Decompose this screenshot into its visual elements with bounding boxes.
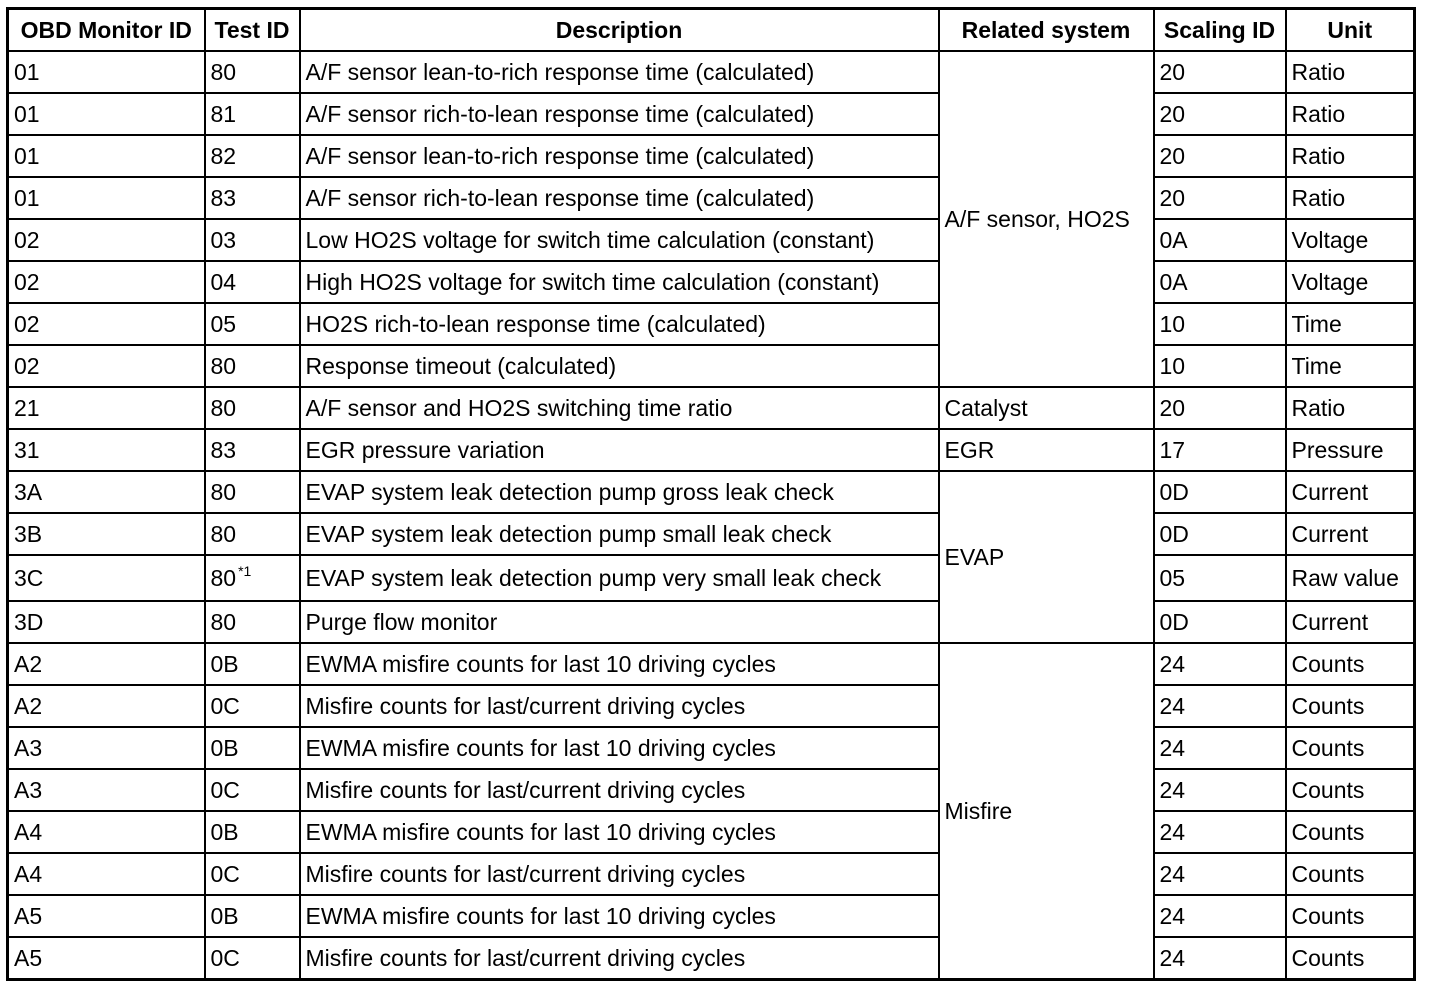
table-row	[8, 51, 1415, 93]
monitor-id-cell: A5	[8, 895, 205, 937]
test-id-cell: 80	[205, 51, 300, 93]
scaling-id-cell: 20	[1154, 51, 1286, 93]
scaling-id-cell: 0A	[1154, 261, 1286, 303]
monitor-id-cell: 02	[8, 219, 205, 261]
scaling-id-cell: 24	[1154, 643, 1286, 685]
description-cell: Misfire counts for last/current driving cycles	[300, 853, 939, 895]
description-cell: EWMA misfire counts for last 10 driving cycles	[300, 811, 939, 853]
header-unit: Unit	[1286, 9, 1415, 52]
scaling-id-cell: 0D	[1154, 471, 1286, 513]
table-row	[8, 513, 1415, 555]
monitor-id-cell: 01	[8, 177, 205, 219]
table-row	[8, 601, 1415, 643]
table-row	[8, 643, 1415, 685]
test-id-cell	[205, 555, 300, 601]
test-id-cell: 80	[205, 345, 300, 387]
monitor-id-cell: 02	[8, 303, 205, 345]
monitor-id-cell: 01	[8, 135, 205, 177]
table-row	[8, 895, 1415, 937]
table-row	[8, 387, 1415, 429]
table-row	[8, 261, 1415, 303]
monitor-id-cell: A3	[8, 727, 205, 769]
monitor-id-cell: A4	[8, 811, 205, 853]
unit-cell: Counts	[1286, 727, 1415, 769]
test-id-cell: 82	[205, 135, 300, 177]
test-id-cell: 0C	[205, 769, 300, 811]
scaling-id-cell: 24	[1154, 853, 1286, 895]
test-id-cell: 80	[205, 471, 300, 513]
description-cell: High HO2S voltage for switch time calculation (constant)	[300, 261, 939, 303]
monitor-id-cell: 01	[8, 51, 205, 93]
related-system-cell: EGR	[939, 429, 1154, 471]
description-cell: Response timeout (calculated)	[300, 345, 939, 387]
test-id-cell: 81	[205, 93, 300, 135]
monitor-id-cell: 3B	[8, 513, 205, 555]
description-cell: EGR pressure variation	[300, 429, 939, 471]
description-cell: EWMA misfire counts for last 10 driving cycles	[300, 643, 939, 685]
scaling-id-cell: 24	[1154, 895, 1286, 937]
unit-cell: Ratio	[1286, 51, 1415, 93]
unit-cell: Time	[1286, 303, 1415, 345]
table-row	[8, 429, 1415, 471]
table-row	[8, 93, 1415, 135]
header-description: Description	[300, 9, 939, 52]
test-id-cell: 80	[205, 601, 300, 643]
test-id-cell: 83	[205, 429, 300, 471]
unit-cell: Voltage	[1286, 261, 1415, 303]
test-id-cell: 05	[205, 303, 300, 345]
monitor-id-cell: 02	[8, 345, 205, 387]
scaling-id-cell: 10	[1154, 345, 1286, 387]
scaling-id-cell: 24	[1154, 811, 1286, 853]
scaling-id-cell: 20	[1154, 177, 1286, 219]
scaling-id-cell: 20	[1154, 387, 1286, 429]
monitor-id-cell: 01	[8, 93, 205, 135]
table-row	[8, 937, 1415, 980]
monitor-id-cell: 31	[8, 429, 205, 471]
unit-cell: Counts	[1286, 853, 1415, 895]
table-row	[8, 345, 1415, 387]
description-cell: EWMA misfire counts for last 10 driving cycles	[300, 895, 939, 937]
table-row	[8, 135, 1415, 177]
test-id-cell: 80	[205, 387, 300, 429]
test-id-cell: 0B	[205, 727, 300, 769]
test-id-cell: 03	[205, 219, 300, 261]
table-row	[8, 555, 1415, 601]
header-scaling-id: Scaling ID	[1154, 9, 1286, 52]
unit-cell: Ratio	[1286, 177, 1415, 219]
monitor-id-cell: 3C	[8, 555, 205, 601]
unit-cell: Counts	[1286, 643, 1415, 685]
table-row	[8, 471, 1415, 513]
unit-cell: Counts	[1286, 685, 1415, 727]
description-cell: A/F sensor and HO2S switching time ratio	[300, 387, 939, 429]
monitor-id-cell: 02	[8, 261, 205, 303]
description-cell: A/F sensor rich-to-lean response time (calculated)	[300, 177, 939, 219]
monitor-id-cell: A2	[8, 643, 205, 685]
unit-cell: Current	[1286, 513, 1415, 555]
header-test-id: Test ID	[205, 9, 300, 52]
scaling-id-cell: 0A	[1154, 219, 1286, 261]
table-row	[8, 303, 1415, 345]
monitor-id-cell: 3A	[8, 471, 205, 513]
unit-cell: Ratio	[1286, 93, 1415, 135]
scaling-id-cell: 0D	[1154, 601, 1286, 643]
test-id-cell: 0B	[205, 643, 300, 685]
monitor-id-cell: A4	[8, 853, 205, 895]
description-cell: Misfire counts for last/current driving cycles	[300, 685, 939, 727]
footnote-marker: *1	[238, 562, 252, 579]
test-id-cell: 0B	[205, 811, 300, 853]
table-row	[8, 853, 1415, 895]
description-cell: Low HO2S voltage for switch time calculation (constant)	[300, 219, 939, 261]
related-system-cell: Misfire	[939, 643, 1154, 980]
test-id-cell: 0C	[205, 853, 300, 895]
unit-cell: Counts	[1286, 769, 1415, 811]
unit-cell: Ratio	[1286, 135, 1415, 177]
description-cell: A/F sensor lean-to-rich response time (calculated)	[300, 135, 939, 177]
unit-cell: Counts	[1286, 811, 1415, 853]
test-id-cell: 0C	[205, 937, 300, 980]
unit-cell: Raw value	[1286, 555, 1415, 601]
description-cell: EVAP system leak detection pump small leak check	[300, 513, 939, 555]
scaling-id-cell: 20	[1154, 93, 1286, 135]
table-row	[8, 769, 1415, 811]
table-row	[8, 219, 1415, 261]
table-row	[8, 811, 1415, 853]
description-cell: Misfire counts for last/current driving cycles	[300, 769, 939, 811]
description-cell: HO2S rich-to-lean response time (calculated)	[300, 303, 939, 345]
monitor-id-cell: A5	[8, 937, 205, 980]
description-cell: EVAP system leak detection pump very small leak check	[300, 555, 939, 601]
description-cell: EWMA misfire counts for last 10 driving cycles	[300, 727, 939, 769]
scaling-id-cell: 20	[1154, 135, 1286, 177]
scaling-id-cell: 24	[1154, 937, 1286, 980]
description-cell: EVAP system leak detection pump gross leak check	[300, 471, 939, 513]
scaling-id-cell: 05	[1154, 555, 1286, 601]
test-id-cell: 04	[205, 261, 300, 303]
related-system-cell: EVAP	[939, 471, 1154, 643]
monitor-id-cell: 3D	[8, 601, 205, 643]
obd-monitor-table	[6, 7, 1416, 981]
scaling-id-cell: 0D	[1154, 513, 1286, 555]
related-system-cell: A/F sensor, HO2S	[939, 51, 1154, 387]
unit-cell: Pressure	[1286, 429, 1415, 471]
scaling-id-cell: 24	[1154, 685, 1286, 727]
description-cell: Misfire counts for last/current driving cycles	[300, 937, 939, 980]
unit-cell: Current	[1286, 471, 1415, 513]
test-id-cell: 83	[205, 177, 300, 219]
monitor-id-cell: A2	[8, 685, 205, 727]
header-monitor-id: OBD Monitor ID	[8, 9, 205, 52]
description-cell: A/F sensor lean-to-rich response time (calculated)	[300, 51, 939, 93]
unit-cell: Time	[1286, 345, 1415, 387]
description-cell: A/F sensor rich-to-lean response time (calculated)	[300, 93, 939, 135]
scaling-id-cell: 24	[1154, 727, 1286, 769]
unit-cell: Counts	[1286, 895, 1415, 937]
test-id-cell: 80	[205, 513, 300, 555]
scaling-id-cell: 10	[1154, 303, 1286, 345]
table-row	[8, 727, 1415, 769]
monitor-id-cell: A3	[8, 769, 205, 811]
description-cell: Purge flow monitor	[300, 601, 939, 643]
related-system-cell: Catalyst	[939, 387, 1154, 429]
unit-cell: Voltage	[1286, 219, 1415, 261]
header-related-system: Related system	[939, 9, 1154, 52]
table-row	[8, 177, 1415, 219]
unit-cell: Ratio	[1286, 387, 1415, 429]
table-row	[8, 685, 1415, 727]
unit-cell: Current	[1286, 601, 1415, 643]
scaling-id-cell: 17	[1154, 429, 1286, 471]
test-id-value: 80	[210, 564, 237, 591]
test-id-cell: 0B	[205, 895, 300, 937]
test-id-cell: 0C	[205, 685, 300, 727]
scaling-id-cell: 24	[1154, 769, 1286, 811]
monitor-id-cell: 21	[8, 387, 205, 429]
header-row	[8, 9, 1415, 52]
unit-cell: Counts	[1286, 937, 1415, 980]
